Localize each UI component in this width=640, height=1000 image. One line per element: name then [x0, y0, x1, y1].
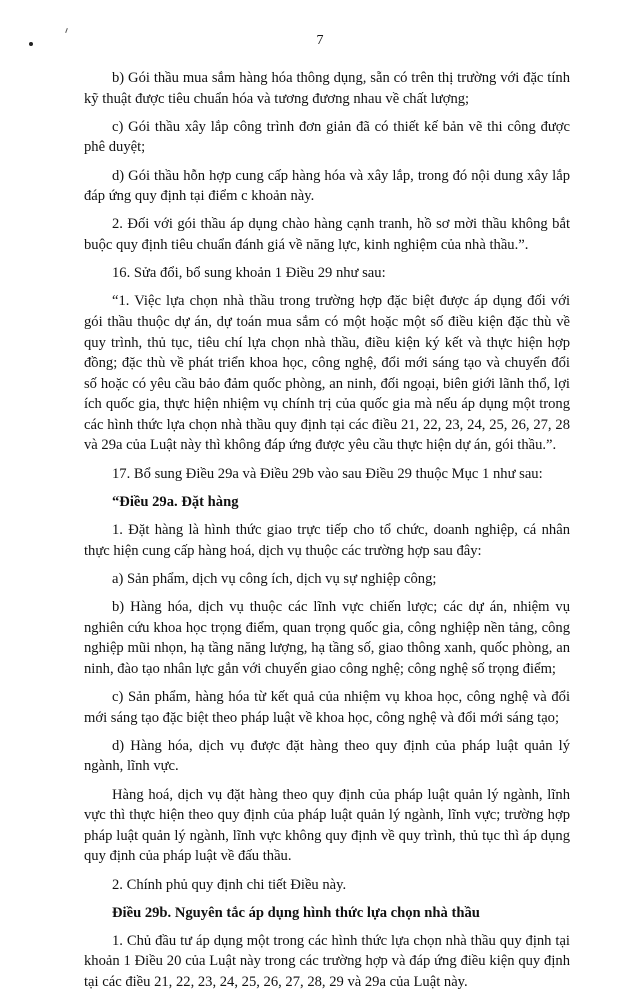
paragraph: d) Gói thầu hỗn hợp cung cấp hàng hóa và xây lắp, trong đó nội dung xây lắp đáp ứng quy định tại điểm c khoản này. — [84, 167, 570, 205]
paragraph: a) Sản phẩm, dịch vụ công ích, dịch vụ sự nghiệp công; — [112, 570, 437, 587]
paragraph: b) Gói thầu mua sắm hàng hóa thông dụng, sẵn có trên thị trường với đặc tính kỹ thuật được tiêu chuẩn hóa và tương đương nhau về chất lượng; — [84, 70, 570, 107]
paragraph: c) Sản phẩm, hàng hóa từ kết quả của nhiệm vụ khoa học, công nghệ và đổi mới sáng tạo đặc biệt theo pháp luật về khoa học, công nghệ và đổi mới sáng tạo; — [84, 688, 570, 726]
paragraph: 17. Bổ sung Điều 29a và Điều 29b vào sau Điều 29 thuộc Mục 1 như sau: — [112, 465, 543, 482]
paragraph: 1. Đặt hàng là hình thức giao trực tiếp cho tổ chức, doanh nghiệp, cá nhân thực hiện cung cấp hàng hoá, dịch vụ thuộc các trường hợp sau đây: — [84, 522, 570, 559]
document-body — [84, 68, 570, 1000]
paragraph: c) Gói thầu xây lắp công trình đơn giản đã có thiết kế bản vẽ thi công được phê duyệt; — [84, 118, 570, 156]
paragraph: Hàng hoá, dịch vụ đặt hàng theo quy định của pháp luật quản lý ngành, lĩnh vực thì thực hiện theo quy định của pháp luật quản lý ngành, lĩnh vực; trường hợp pháp luật quản lý ngành, lĩnh vực không quy định về quy trình, thủ tục thì áp dụng quy định của pháp luật về đấu thầu. — [84, 786, 570, 865]
article-heading: “Điều 29a. Đặt hàng — [112, 493, 239, 510]
paragraph: d) Hàng hóa, dịch vụ được đặt hàng theo quy định của pháp luật quản lý ngành, lĩnh vực. — [84, 737, 570, 775]
article-heading: Điều 29b. Nguyên tắc áp dụng hình thức lựa chọn nhà thầu — [112, 904, 480, 921]
paragraph: 1. Chủ đầu tư áp dụng một trong các hình thức lựa chọn nhà thầu quy định tại khoản 1 Điều 20 của Luật này trong các trường hợp và đáp ứng điều kiện quy định tại các điều 21, 22, 23, 24, 25, 26, 27, 28, 29 và 29a của Luật này. — [84, 932, 570, 991]
paragraph: b) Hàng hóa, dịch vụ thuộc các lĩnh vực chiến lược; các dự án, nhiệm vụ nghiên cứu khoa học trọng điểm, quan trọng quốc gia, công nghiệp nền tảng, công nghiệp mũi nhọn, hạ tầng năng lượng, hạ tầng số, giao thông xanh, quốc phòng, an ninh, đào tạo nhân lực gắn với chuyển giao công nghệ; công nghệ số trọng điểm; — [84, 599, 570, 677]
paragraph: “1. Việc lựa chọn nhà thầu trong trường hợp đặc biệt được áp dụng đối với gói thầu thuộc dự án, dự toán mua sắm có một hoặc một số điều kiện đặc thù về quy trình, thủ tục, tiêu chí lựa chọn nhà thầu, điều kiện ký kết và thực hiện hợp đồng; đặc thù về phát triển khoa học, công nghệ, đổi mới sáng tạo và chuyển đổi số hoặc có yêu cầu bảo đảm quốc phòng, an ninh, đối ngoại, biên giới lãnh thổ, lợi ích quốc gia, thực hiện nhiệm vụ chính trị của quốc gia mà nếu áp dụng một trong các hình thức lựa chọn nhà thầu quy định tại các điều 21, 22, 23, 24, 25, 26, 27, 28 và 29a của Luật này thì không đáp ứng được yêu cầu thực hiện dự án, gói thầu.”. — [84, 293, 570, 454]
paragraph: 2. Đối với gói thầu áp dụng chào hàng cạnh tranh, hồ sơ mời thầu không bắt buộc quy định tiêu chuẩn đánh giá về năng lực, kinh nghiệm của nhà thầu.”. — [84, 216, 570, 253]
page-number: 7 — [316, 33, 324, 48]
paragraph: 16. Sửa đổi, bổ sung khoản 1 Điều 29 như sau: — [112, 265, 386, 282]
paragraph: 2. Chính phủ quy định chi tiết Điều này. — [112, 876, 347, 893]
